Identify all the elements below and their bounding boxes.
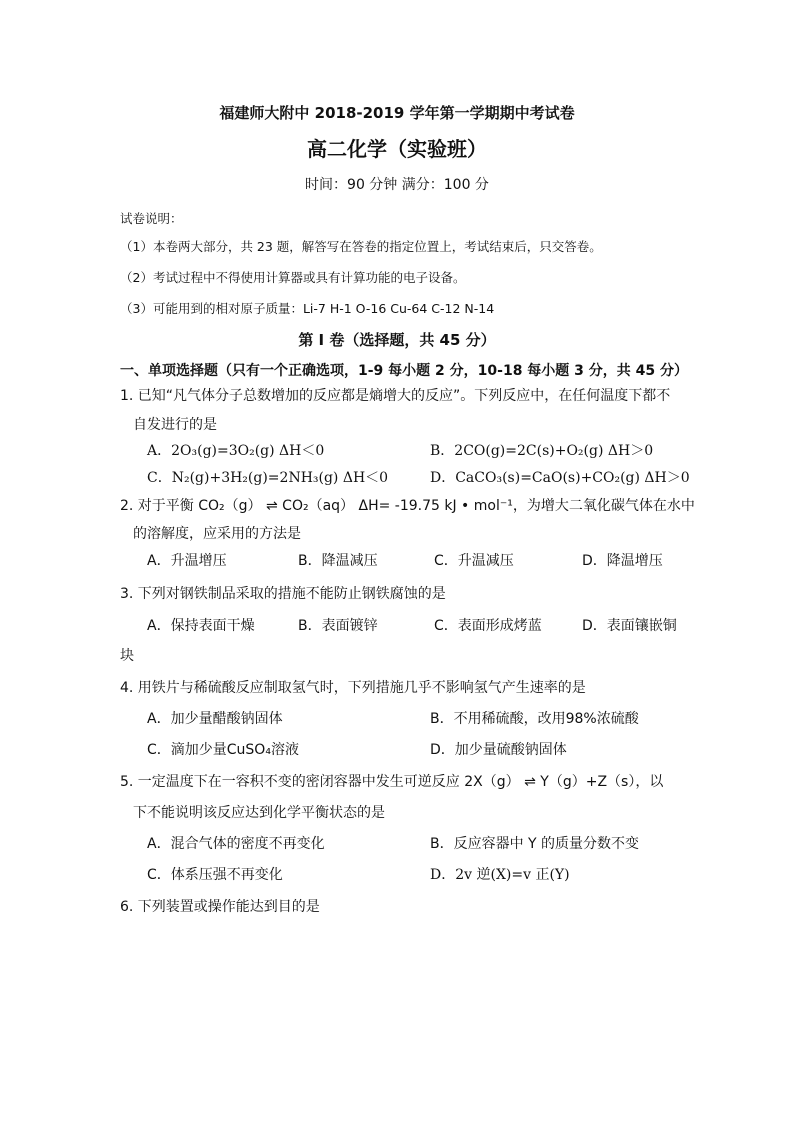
- question-2-stem-cont: 的溶解度，应采用的方法是: [133, 526, 301, 542]
- question-2-option-d: D．降温增压: [582, 553, 663, 569]
- question-1-option-b: B．2CO(g)=2C(s)+O₂(g) ΔH＞0: [430, 443, 654, 459]
- question-3-stem: 3. 下列对钢铁制品采取的措施不能防止钢铁腐蚀的是: [120, 586, 446, 602]
- question-3-option-d-wrap: 块: [120, 648, 134, 664]
- question-2-option-b: B．降温减压: [298, 553, 378, 569]
- question-4-stem: 4. 用铁片与稀硫酸反应制取氢气时，下列措施几乎不影响氢气产生速率的是: [120, 680, 586, 696]
- instruction-item: （2）考试过程中不得使用计算器或具有计算功能的电子设备。: [120, 270, 466, 285]
- question-2-option-c: C．升温减压: [434, 553, 514, 569]
- question-6-stem: 6. 下列装置或操作能达到目的是: [120, 899, 320, 915]
- question-5-option-a: A．混合气体的密度不再变化: [147, 836, 325, 852]
- question-3-option-a: A．保持表面干燥: [147, 618, 255, 634]
- school-title: 福建师大附中 2018-2019 学年第一学期期中考试卷: [219, 104, 575, 122]
- instruction-item: （3）可能用到的相对原子质量：Li-7 H-1 O-16 Cu-64 C-12 N-14: [120, 301, 495, 316]
- question-5-option-d: D．2v 逆(X)=v 正(Y): [430, 867, 570, 883]
- question-5-option-b: B．反应容器中 Y 的质量分数不变: [430, 836, 640, 852]
- time-score-info: 时间：90 分钟 满分：100 分: [305, 177, 489, 193]
- question-5-stem: 5. 一定温度下在一容积不变的密闭容器中发生可逆反应 2X（g） ⇌ Y（g）+Z（s），以: [120, 774, 664, 790]
- question-4-option-d: D．加少量硫酸钠固体: [430, 742, 567, 758]
- question-1-stem-cont: 自发进行的是: [133, 417, 217, 433]
- question-1-option-c: C．N₂(g)+3H₂(g)=2NH₃(g) ΔH＜0: [147, 470, 389, 486]
- question-3-option-b: B．表面镀锌: [298, 618, 378, 634]
- course-title: 高二化学（实验班）: [307, 137, 487, 161]
- part1-title: 第 I 卷（选择题，共 45 分）: [298, 331, 496, 349]
- question-1-stem: 1. 已知“凡气体分子总数增加的反应都是熵增大的反应”。下列反应中，在任何温度下都不: [120, 388, 671, 404]
- question-5-stem-cont: 下不能说明该反应达到化学平衡状态的是: [133, 805, 385, 821]
- instructions-heading: 试卷说明：: [120, 211, 183, 226]
- section-heading: 一、单项选择题（只有一个正确选项，1-9 每小题 2 分，10-18 每小题 3 分，共 45 分）: [120, 363, 689, 379]
- question-4-option-b: B．不用稀硫酸，改用98%浓硫酸: [430, 711, 639, 727]
- question-3-option-c: C．表面形成烤蓝: [434, 618, 542, 634]
- question-1-option-d: D．CaCO₃(s)=CaO(s)+CO₂(g) ΔH＞0: [430, 470, 690, 486]
- question-5-option-c: C．体系压强不再变化: [147, 867, 283, 883]
- question-2-option-a: A．升温增压: [147, 553, 227, 569]
- question-4-option-c: C．滴加少量CuSO₄溶液: [147, 742, 299, 758]
- question-4-option-a: A．加少量醋酸钠固体: [147, 711, 283, 727]
- instruction-item: （1）本卷两大部分，共 23 题，解答写在答卷的指定位置上，考试结束后，只交答卷。: [120, 239, 602, 254]
- question-2-stem: 2. 对于平衡 CO₂（g） ⇌ CO₂（aq） ΔH= -19.75 kJ • mol⁻¹，为增大二氧化碳气体在水中: [120, 498, 695, 514]
- question-3-option-d: D．表面镶嵌铜: [582, 618, 677, 634]
- question-1-option-a: A．2O₃(g)=3O₂(g) ΔH＜0: [147, 443, 325, 459]
